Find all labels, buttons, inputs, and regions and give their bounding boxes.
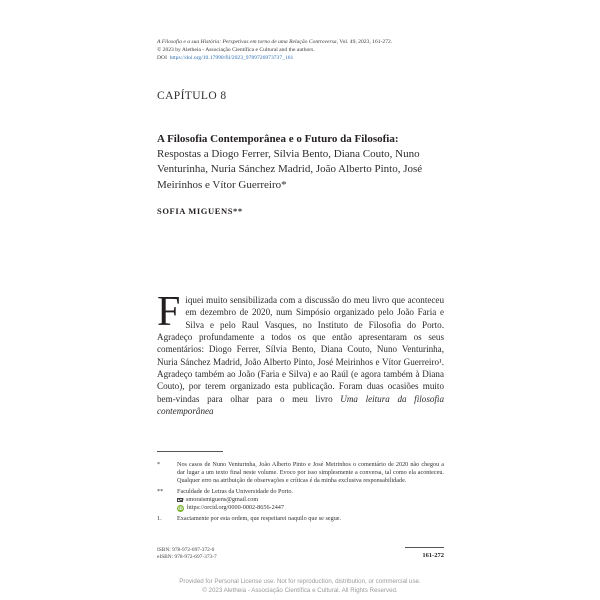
journal-title: A Filosofia e a sua História: Perspetivas em torno de uma Relação Controversa: [157, 39, 337, 45]
envelope-icon: [177, 498, 183, 503]
footnote-mark: *: [157, 461, 161, 468]
body-text: iquei muito sensibilizada com a discussão do meu livro que aconteceu em dezembro de 2020, num Simpósio organizado pelo João Faria e Silva e pelo Raul Vasques, no Instituto de Filosofia do Porto. Agradeço profundamente a todos os que então apresentaram os seus comentários: Diogo Ferrer, Sílvia Bento, Diana Couto, Nuno Venturinha, Nuria Sánchez Madrid, João Alberto Pinto, José Meirinhos e Vítor Guerreiro¹. Agradeço também ao João (Faria e Silva) e ao Raúl (e agora também à Diana Couto), por terem organizado esta publicação. Foram duas ocasiões muito bem-vindas para olhar para o meu livro: [157, 295, 444, 404]
author-email[interactable]: smoraismiguens@gmail.com: [186, 496, 259, 503]
running-header: [157, 38, 457, 62]
author-name: SOFIA MIGUENS**: [157, 206, 243, 216]
footnote-divider: [157, 451, 223, 452]
drop-cap: F: [157, 289, 181, 335]
orcid-icon: iD: [178, 505, 183, 511]
license-notice: [0, 577, 600, 595]
title-subtitle: Respostas a Diogo Ferrer, Sílvia Bento, Diana Couto, Nuno Venturinha, Nuria Sánchez Madrid, João Alberto Pinto, José Meirinhos e Vítor Guerreiro*: [157, 148, 423, 191]
doi-link[interactable]: https://doi.org/10.17990/fil/2023_9789726973737_161: [169, 55, 294, 61]
title-main: A Filosofia Contemporânea e o Futuro da Filosofia:: [157, 133, 399, 145]
footnote-text: Exactamente por esta ordem, que respeitarei naquilo que se segue.: [177, 515, 342, 522]
footnote-mark: **: [157, 488, 164, 495]
copyright-line: © 2023 by Aletheia - Associação Científica e Cultural and the authors.: [157, 47, 315, 53]
author-orcid[interactable]: https://orcid.org/0000-0002-8656-2447: [187, 504, 284, 511]
isbn-block: [157, 547, 217, 561]
license-line-2: © 2023 Aletheia - Associação Científica e Cultural. All Rights Reserved.: [202, 587, 398, 594]
page-range-rule: [405, 547, 444, 548]
author-affiliation: Faculdade de Letras da Universidade do Porto.: [177, 488, 293, 495]
chapter-label: CAPÍTULO 8: [157, 90, 227, 102]
doi-label: DOI: [157, 55, 167, 61]
body-paragraph: [157, 289, 444, 417]
isbn-electronic: eISBN: 978-972-697-373-7: [157, 554, 217, 560]
footnote-text: Nos casos de Nuno Venturinha, João Alberto Pinto e José Meirinhos o comentário de 2020 não chegou a dar lugar a um texto final neste volume. Evoco por isso simplesmente a conversa, tal como ela aconteceu. Qualquer erro na atribuição de observações e críticas é da minha exclusiva responsabilidade.: [177, 461, 444, 484]
footnotes: [157, 461, 444, 523]
footnote-mark: 1.: [157, 515, 162, 522]
license-line-1: Provided for Personal License use. Not for reproduction, distribution, or commercial use.: [179, 578, 421, 585]
footnote-1: [157, 515, 444, 523]
footnote-asterisk: [157, 461, 444, 485]
chapter-title: [157, 132, 447, 193]
footnote-author: [157, 488, 444, 512]
page-range: 161-272: [422, 552, 444, 559]
isbn-print: ISBN: 978-972-697-372-0: [157, 547, 215, 553]
volume-pages: , Vol. 49, 2023, 161-272.: [336, 39, 393, 45]
book-title: Uma leitura da filosofia contemporânea: [157, 393, 444, 417]
